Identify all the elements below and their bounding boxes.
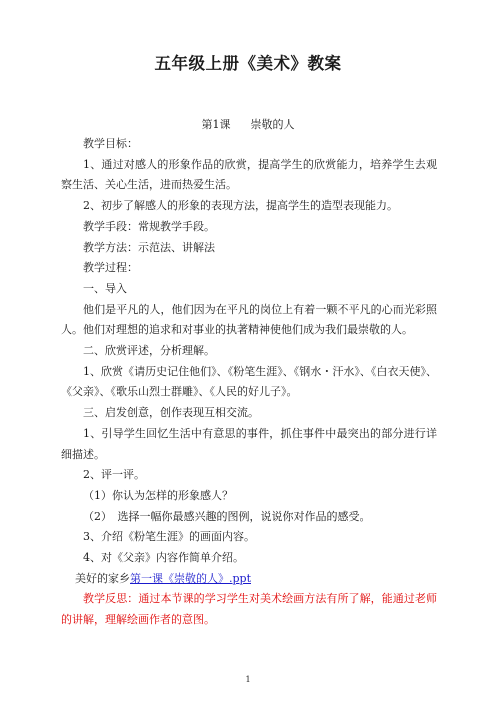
paragraph-section-2: 二、欣赏评述，分析理解。 [83, 344, 215, 358]
paragraph-section-3: 三、启发创意，创作表现互相交流。 [83, 406, 259, 420]
paragraph-father-intro: 4、对《父亲》内容作简单介绍。 [83, 551, 244, 565]
page-number: 1 [245, 675, 251, 684]
lesson-number: 第1课 [201, 118, 231, 131]
lesson-title: 崇敬的人 [250, 118, 295, 131]
resource-link[interactable]: 第一课《崇敬的人》.ppt [130, 571, 251, 585]
paragraph-question-1: （1）你认为怎样的形象感人？ [83, 488, 233, 502]
paragraph-teaching-goals-heading: 教学目标： [83, 137, 138, 150]
paragraph-question-2: （2） 选择一幅你最感兴趣的图例，说说你对作品的感受。 [83, 509, 371, 523]
paragraph-teaching-process: 教学过程： [83, 261, 138, 275]
paragraph-reflection: 教学反思：通过本节课的学习学生对美术绘画方法有所了解，能通过老师的讲解，理解绘画作者的意图。 [61, 592, 437, 627]
document-title: 五年级上册《美术》教案 [154, 54, 342, 73]
paragraph-goal-1: 1、通过对感人的形象作品的欣赏，提高学生的欣赏能力，培养学生去观察生活、关心生活，进而热爱生活。 [61, 157, 437, 192]
paragraph-evaluate: 2、评一评。 [83, 468, 145, 482]
paragraph-guide-students: 1、引导学生回忆生活中有意思的事件，抓住事件中最突出的部分进行详细描述。 [61, 426, 437, 461]
paragraph-introduce-artwork: 3、介绍《粉笔生涯》的画面内容。 [83, 530, 255, 544]
resource-prefix: 美好的家乡 [75, 571, 130, 585]
paragraph-resource [61, 569, 437, 590]
lesson-heading [0, 116, 496, 132]
paragraph-teaching-means: 教学手段：常规教学手段。 [83, 219, 215, 233]
paragraph-teaching-methods: 教学方法：示范法、讲解法 [83, 240, 215, 254]
paragraph-introduction: 他们是平凡的人，他们因为在平凡的岗位上有着一颗不平凡的心而光彩照人。他们对理想的追求和对事业的执著精神使他们成为我们最崇敬的人。 [61, 302, 437, 337]
paragraph-goal-2: 2、初步了解感人的形象的表现方法，提高学生的造型表现能力。 [83, 199, 398, 213]
paragraph-section-1: 一、导入 [83, 281, 127, 295]
document-body [61, 134, 437, 631]
paragraph-appreciation-list: 1、欣赏《请历史记住他们》、《粉笔生涯》、《钢水・汗水》、《白衣天使》、《父亲》、《歌乐山烈士群雕》、《人民的好儿子》。 [61, 364, 437, 399]
